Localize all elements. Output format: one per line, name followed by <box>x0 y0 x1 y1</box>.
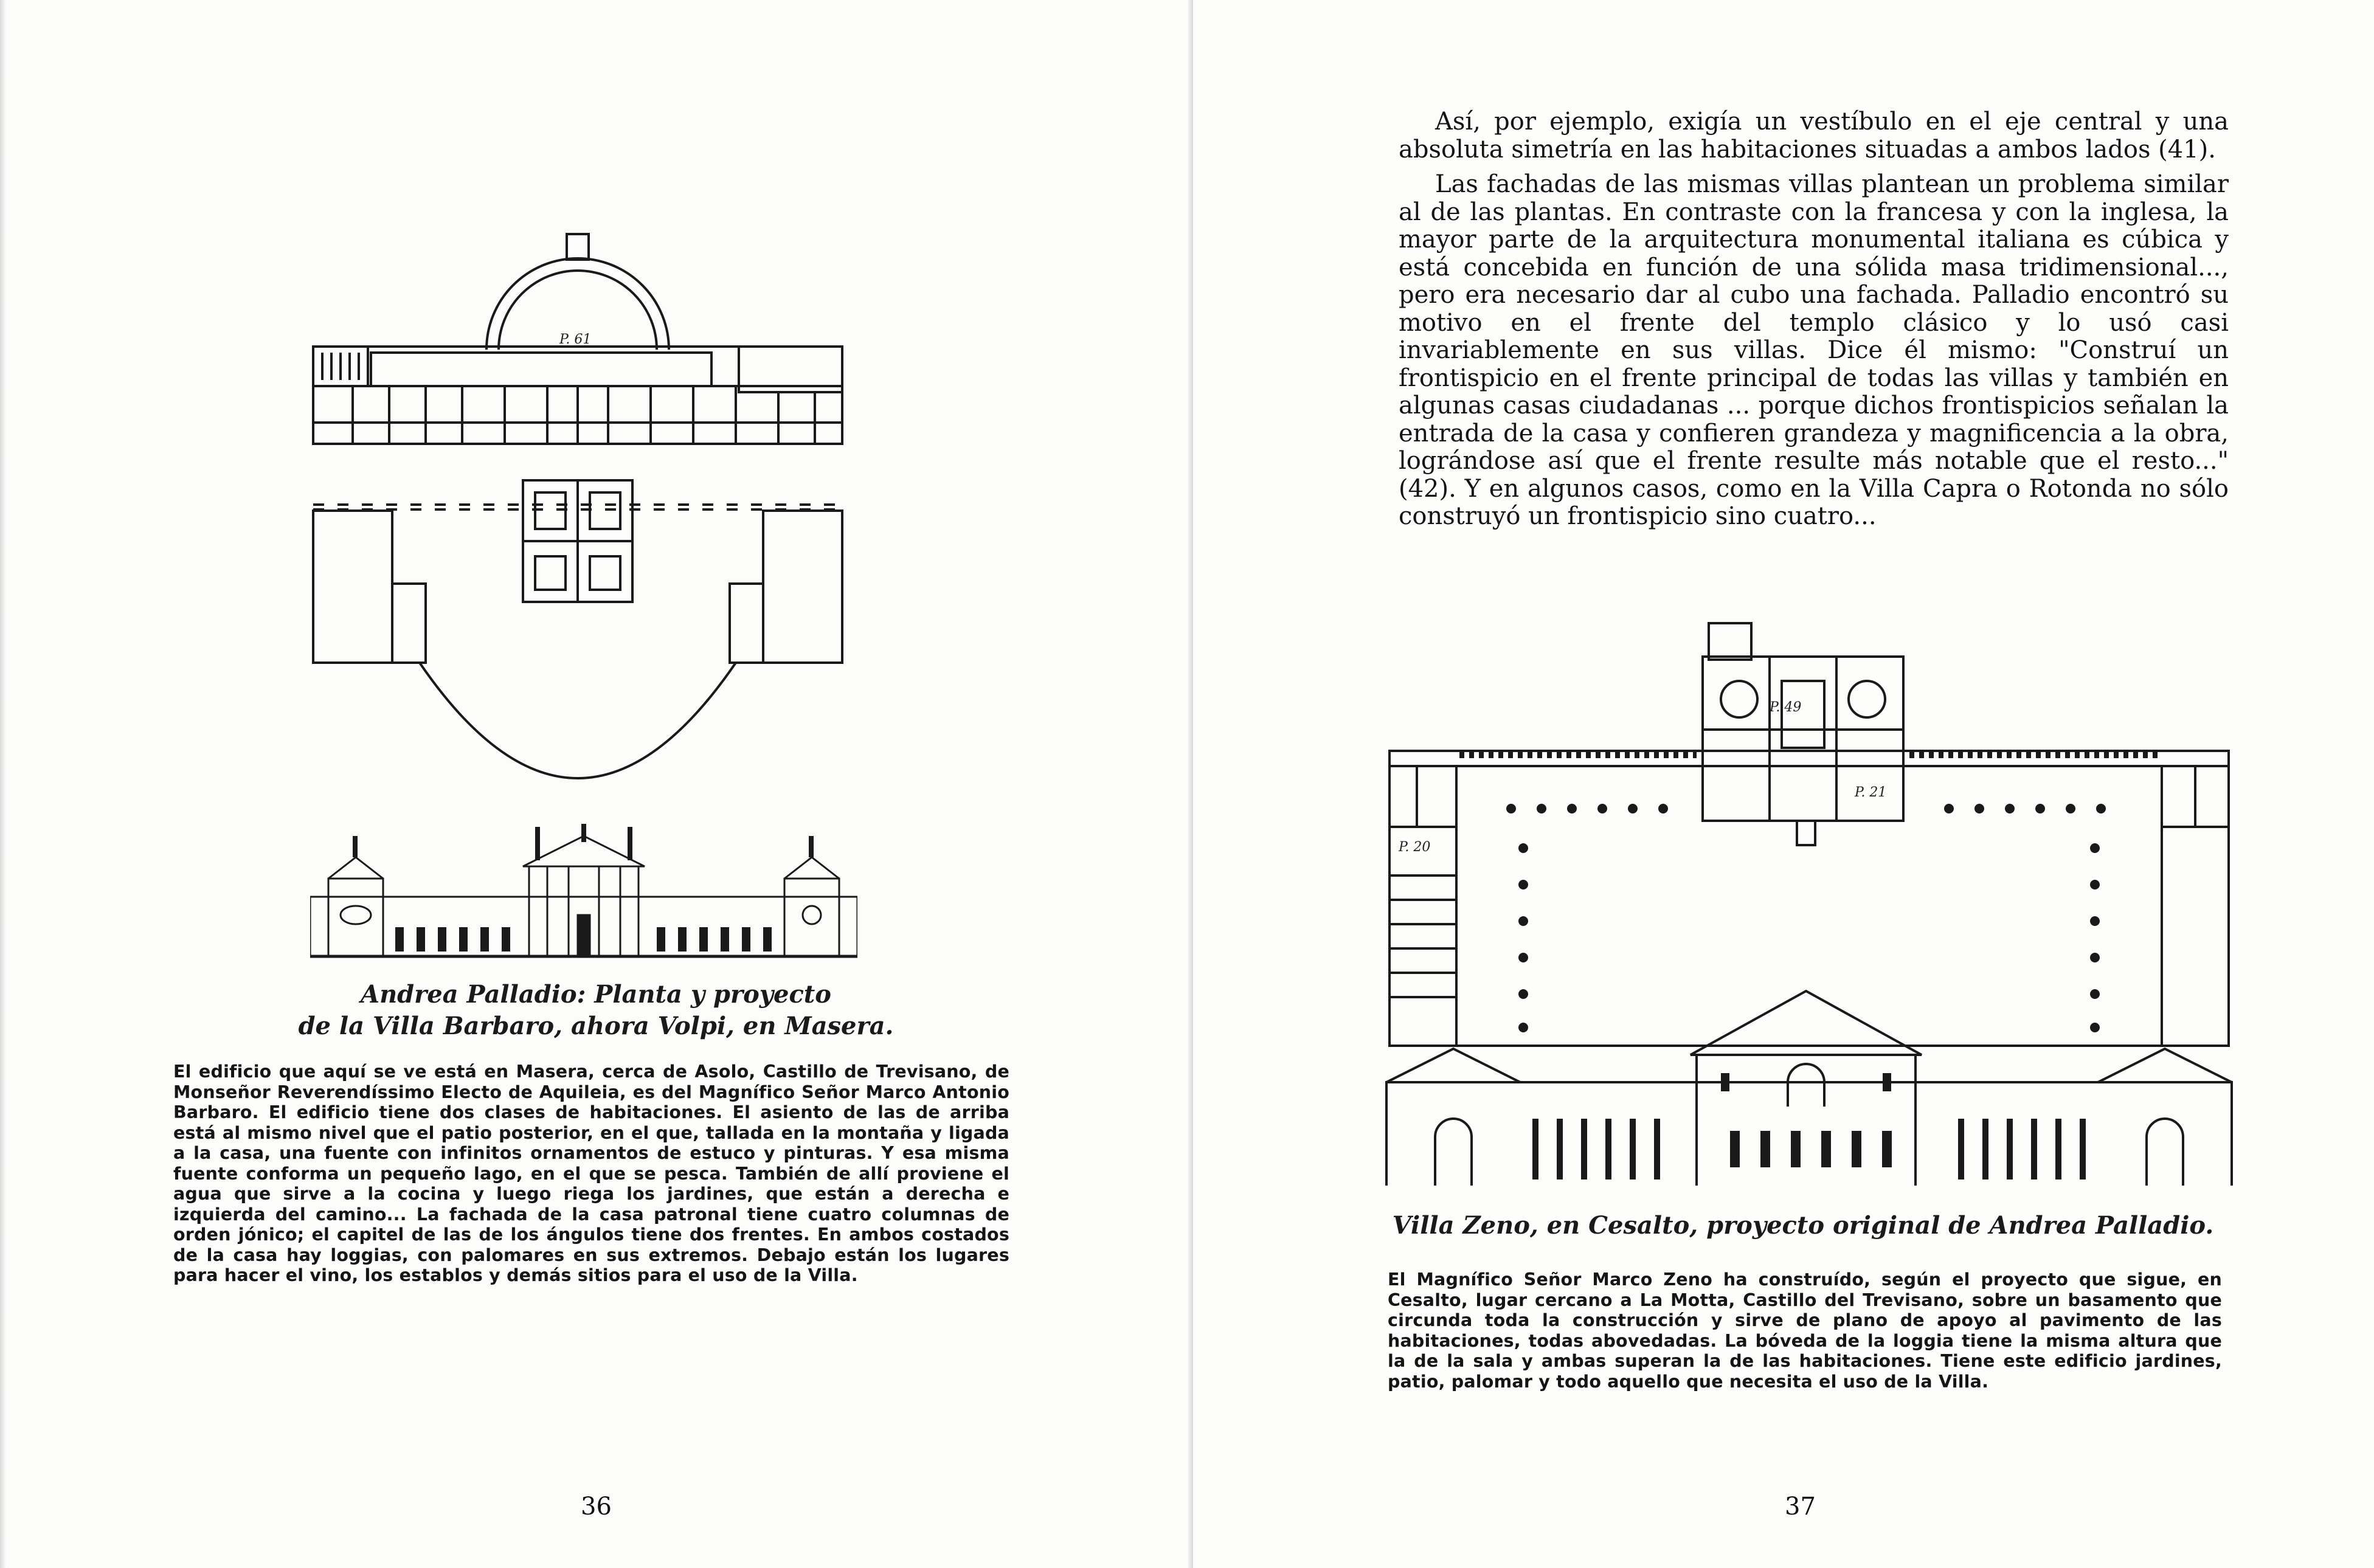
plan-label: P. 21 <box>1855 785 1887 800</box>
villa-zeno-description: El Magnífico Señor Marco Zeno ha construído, según el proyecto que sigue, en Cesalto, lugar cercano a La Motta, Castillo del Trevisano, sobre un basamento que circunda toda la construcción y sirve de plano de apoyo al pavimento de las habitaciones, todas abovedadas. La bóveda de la loggia tiene la misma altura que la de la sala y ambas superan la de las habitaciones. Tiene este edificio jardines, patio, palomar y todo aquello que necesita el uso de la Villa. <box>1388 1269 2222 1392</box>
page-edge-shadow <box>0 0 6 1568</box>
caption-line-1: Andrea Palladio: Planta y proyecto <box>361 980 831 1009</box>
page-number: 36 <box>581 1493 612 1521</box>
figure-caption <box>255 979 936 1042</box>
paragraph: Así, por ejemplo, exigía un vestíbulo en el eje central y una absoluta simetría en las habitaciones situadas a ambos lados (41). <box>1399 108 2229 164</box>
plan-label: P. 61 <box>559 332 592 347</box>
plan-label: P. 49 <box>1770 700 1802 715</box>
caption-line-2: de la Villa Barbaro, ahora Volpi, en Masera. <box>298 1012 894 1040</box>
body-text <box>1399 108 2229 538</box>
villa-barbaro-floor-plan <box>304 225 851 784</box>
page-number: 37 <box>1785 1493 1816 1521</box>
villa-zeno-plan-and-facade <box>1380 620 2238 1186</box>
villa-barbaro-facade-elevation <box>310 824 857 964</box>
villa-barbaro-description: El edificio que aquí se ve está en Masera, cerca de Asolo, Castillo de Trevisano, de Monseñor Reverendíssimo Electo de Aquileia, es del Magnífico Señor Marco Antonio Barbaro. El edificio tiene dos clases de habitaciones. El asiento de las de arriba está al mismo nivel que el patio posterior, en el que, tallada en la montaña y ligada a la casa, una fuente con infinitos ornamentos de estuco y pinturas. Y esa misma fuente conforma un pequeño lago, en el que se pesca. También de allí proviene el agua que sirve a la cocina y luego riega los jardines, que están a derecha e izquierda del camino... La fachada de la casa patronal tiene cuatro columnas de orden jónico; el capitel de las de los ángulos tiene dos frentes. En ambos costados de la casa hay loggias, con palomares en sus extremos. Debajo están los lugares para hacer el vino, los establos y demás sitios para el uso de la Villa. <box>173 1062 1009 1285</box>
plan-label: P. 20 <box>1399 840 1431 855</box>
figure-caption: Villa Zeno, en Cesalto, proyecto original de Andrea Palladio. <box>1392 1211 2214 1240</box>
paragraph: Las fachadas de las mismas villas plantean un problema similar al de las plantas. En contraste con la francesa y con la inglesa, la mayor parte de la arquitectura monumental italiana es cúbica y está concebida en función de una sólida masa tridimensional..., pero era necesario dar al cubo una fachada. Palladio encontró su motivo en el frente del templo clásico y lo usó casi invariablemente en sus villas. Dice él mismo: "Construí un frontispicio en el frente principal de todas las villas y también en algunas casas ciudadanas ... porque dichos frontispicios señalan la entrada de la casa y confieren grandeza y magnificencia a la obra, lográndose así que el frente resulte más notable que el resto..." (42). Y en algunos casos, como en la Villa Capra o Rotonda no sólo construyó un frontispicio sino cuatro... <box>1399 170 2229 530</box>
